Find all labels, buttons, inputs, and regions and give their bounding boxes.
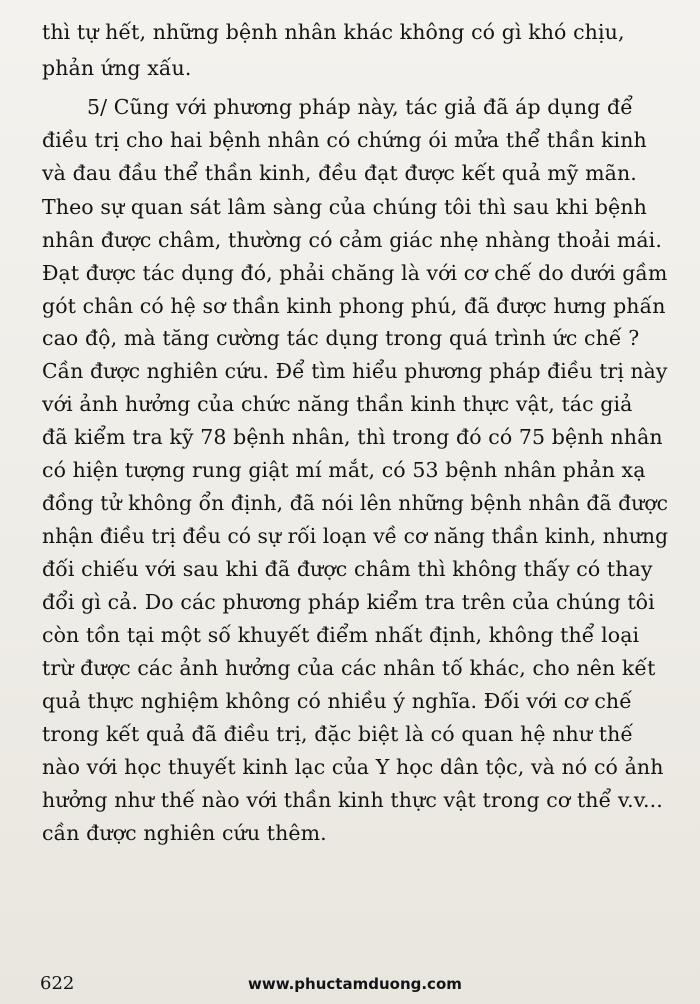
text-line: nào với học thuyết kinh lạc của Y học dân tộc, và nó có ảnh: [42, 755, 664, 779]
text-line: điều trị cho hai bệnh nhân có chứng ói mửa thể thần kinh: [42, 128, 647, 152]
text-line: quả thực nghiệm không có nhiều ý nghĩa. Đối với cơ chế: [42, 689, 632, 713]
text-line: Theo sự quan sát lâm sàng của chúng tôi thì sau khi bệnh: [42, 195, 647, 219]
text-line: còn tồn tại một số khuyết điểm nhất định, không thể loại: [42, 623, 640, 647]
text-line: nhân được châm, thường có cảm giác nhẹ nhàng thoải mái.: [42, 228, 662, 252]
text-line: trừ được các ảnh hưởng của các nhân tố khác, cho nên kết: [42, 656, 656, 680]
text-line: đồng tử không ổn định, đã nói lên những bệnh nhân đã được: [42, 491, 669, 515]
page-number: 622: [40, 973, 75, 994]
text-line: thì tự hết, những bệnh nhân khác không có gì khó chịu,: [42, 20, 625, 44]
text-line: đối chiếu với sau khi đã được châm thì không thấy có thay: [42, 557, 653, 581]
website-link[interactable]: www.phuctamduong.com: [248, 975, 462, 993]
text-line: Cần được nghiên cứu. Để tìm hiểu phương pháp điều trị này: [42, 359, 668, 383]
text-line: nhận điều trị đều có sự rối loạn về cơ năng thần kinh, nhưng: [42, 524, 669, 548]
text-line: với ảnh hưởng của chức năng thần kinh thực vật, tác giả: [42, 392, 633, 416]
text-line: và đau đầu thể thần kinh, đều đạt được kết quả mỹ mãn.: [42, 161, 637, 185]
text-line: gót chân có hệ sơ thần kinh phong phú, đã được hưng phấn: [42, 294, 666, 318]
text-line: 5/ Cũng với phương pháp này, tác giả đã áp dụng để: [87, 95, 633, 119]
text-line: đổi gì cả. Do các phương pháp kiểm tra trên của chúng tôi: [42, 590, 655, 614]
text-line: Đạt được tác dụng đó, phải chăng là với cơ chế do dưới gầm: [42, 261, 668, 285]
text-line: trong kết quả đã điều trị, đặc biệt là có quan hệ như thế: [42, 722, 634, 746]
text-line: có hiện tượng rung giật mí mắt, có 53 bệnh nhân phản xạ: [42, 458, 646, 482]
text-line: cần được nghiên cứu thêm.: [42, 821, 327, 845]
text-line: hưởng như thế nào với thần kinh thực vật trong cơ thể v.v...: [42, 788, 663, 812]
text-line: phản ứng xấu.: [42, 56, 192, 80]
text-line: đã kiểm tra kỹ 78 bệnh nhân, thì trong đó có 75 bệnh nhân: [42, 425, 663, 449]
text-line: cao độ, mà tăng cường tác dụng trong quá trình ức chế ?: [42, 326, 640, 350]
